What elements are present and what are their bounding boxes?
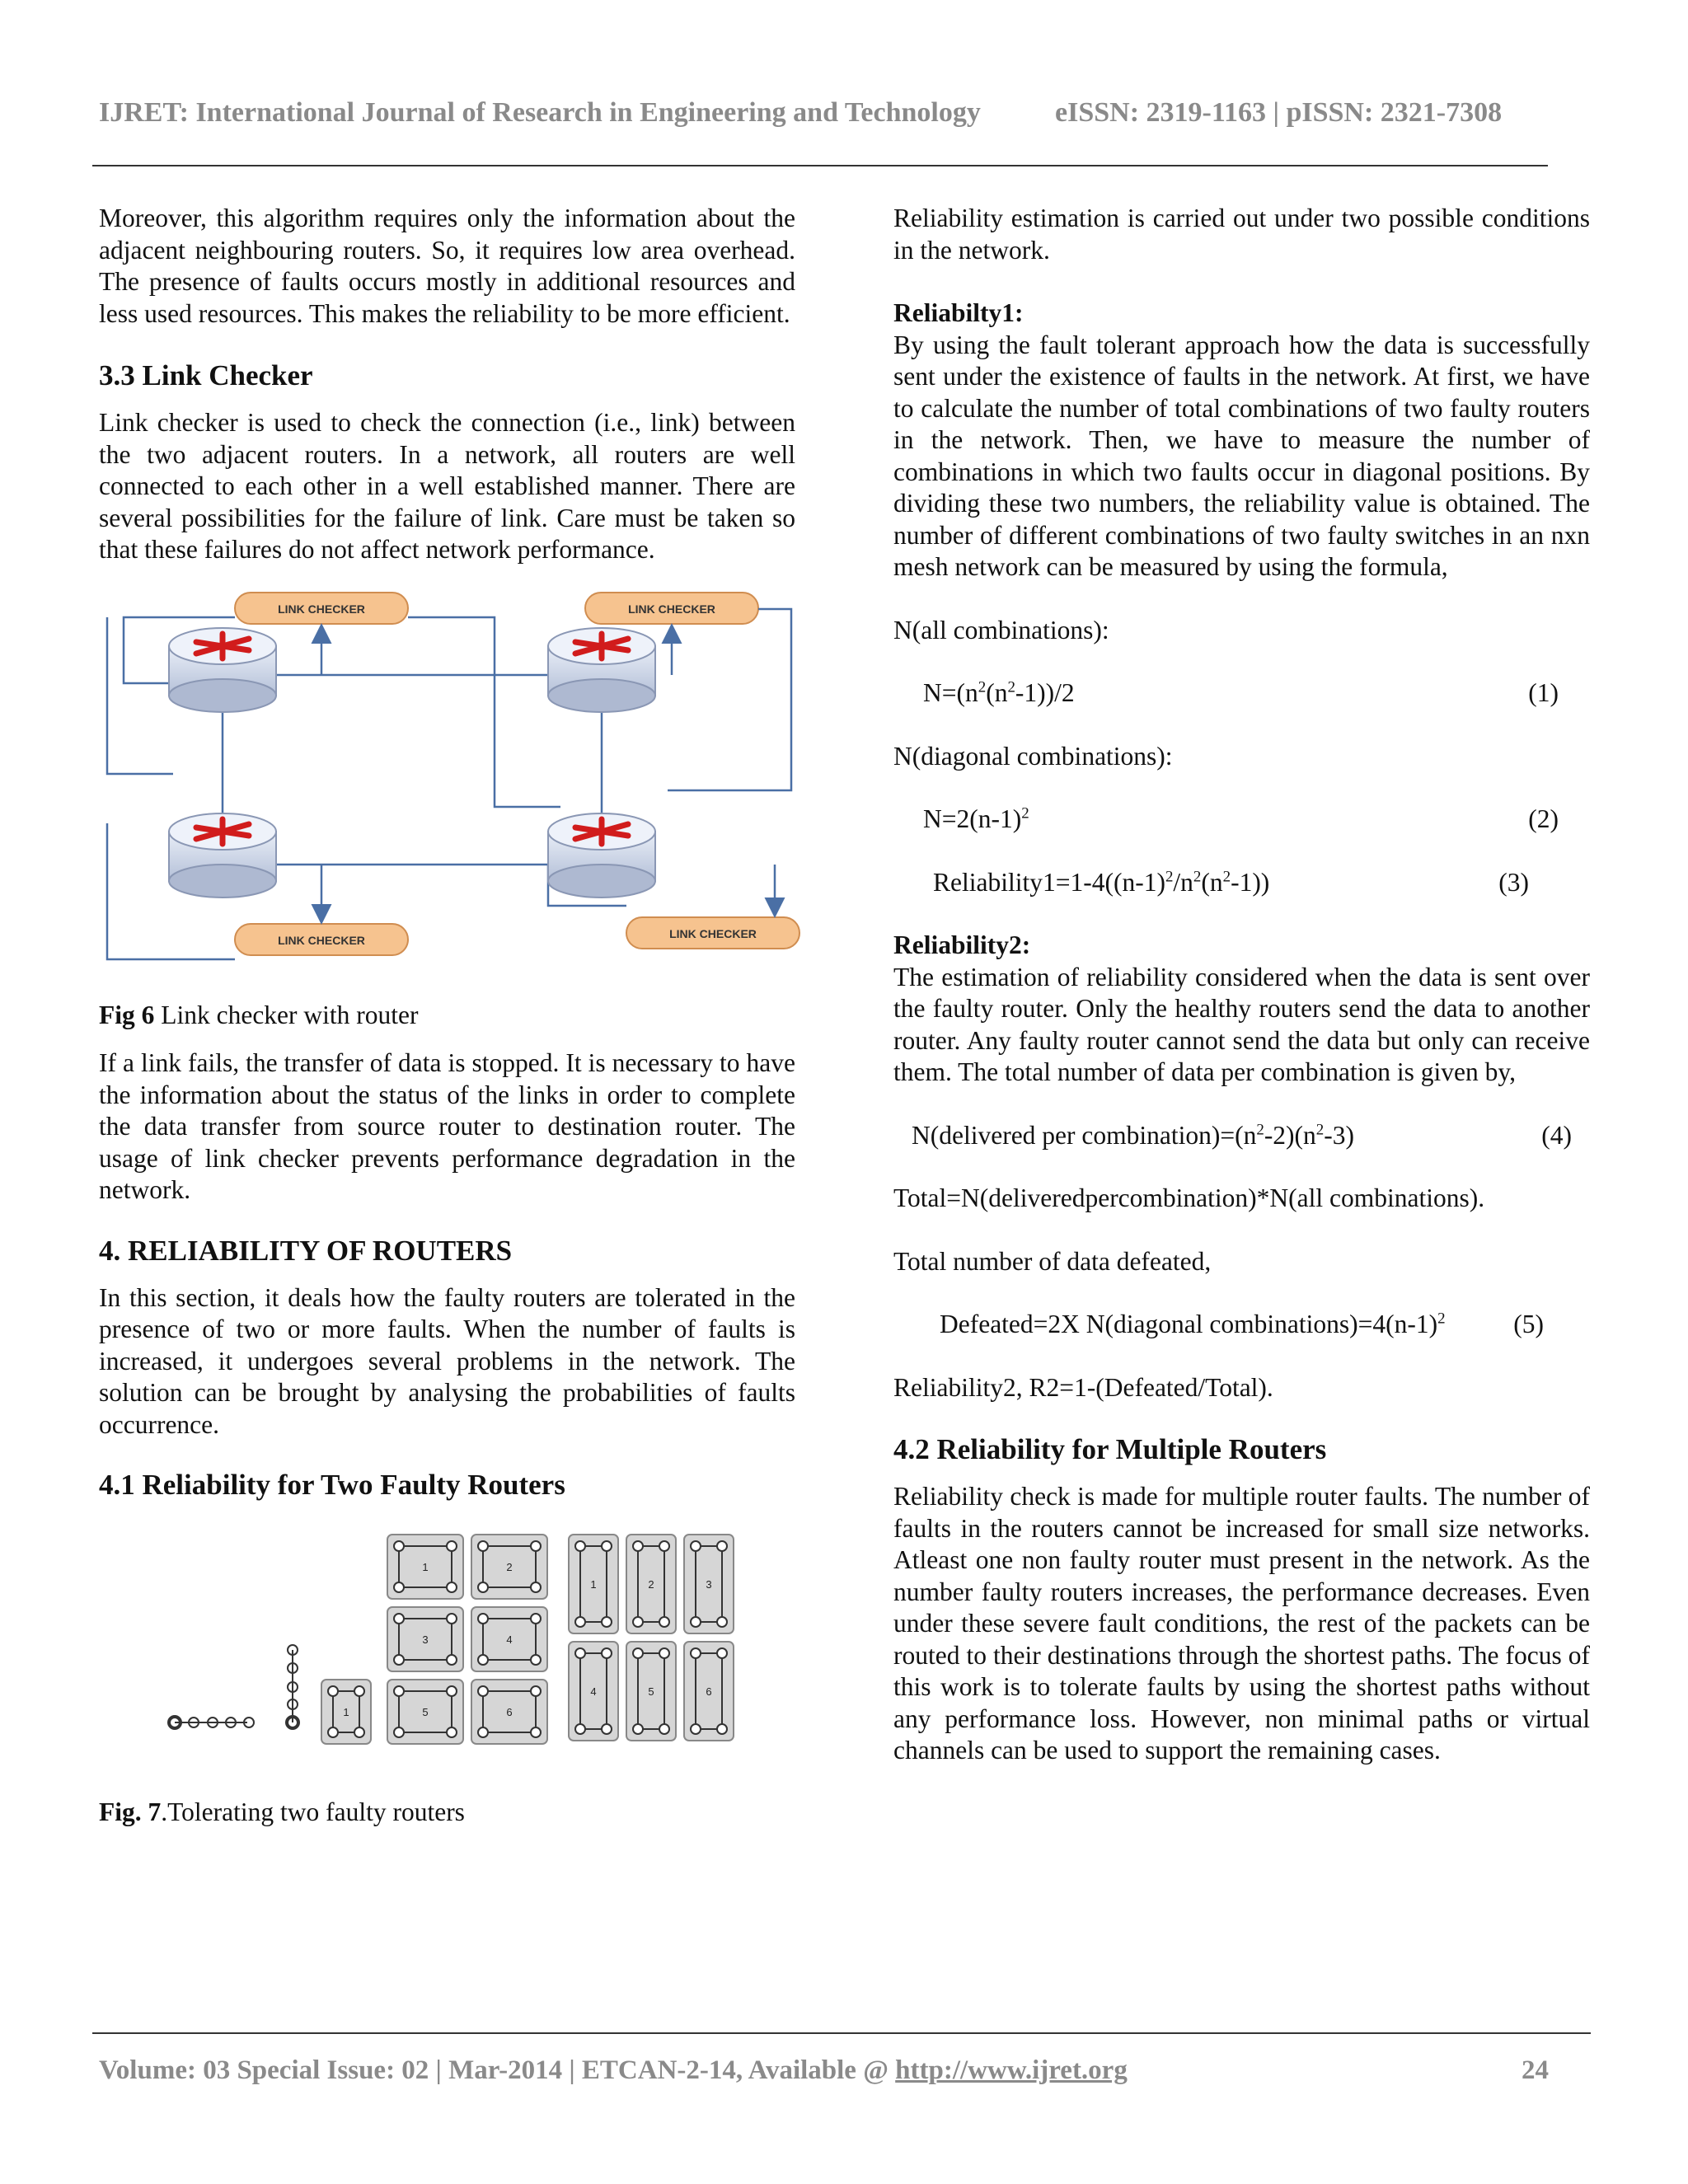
header-divider [92, 165, 1548, 166]
equation-2-number: (2) [1528, 804, 1559, 833]
paragraph-multiple-routers: Reliability check is made for multiple router faults. The number of faults in the routers cannot be increased for small size networks. Atleast one non faulty router must present in the network. As the number faulty routers increases, the performance decreases. Even under these severe fault conditions, the rest of the packets can be routed to their destinations through the shortest paths. The focus of this work is to tolerate faults by using the shortest paths without any performance loss. However, non minimal paths or virtual channels can be used to support the remaining cases. [893, 1482, 1590, 1765]
link-checker-box-top-right [585, 593, 758, 624]
fig7-tile [321, 1680, 371, 1744]
paragraph-reliability2: The estimation of reliability considered when the data is sent over the faulty router. Only the healthy routers send the data to another router. Any faulty router cannot send the data but only can receive them. The total number of data per combination is given by, [893, 962, 1590, 1086]
reliability2-line: Reliability2, R2=1-(Defeated/Total). [893, 1372, 1273, 1402]
equation-5-number: (5) [1513, 1310, 1544, 1338]
equation-4-number: (4) [1541, 1120, 1572, 1150]
fig6-caption-label: Fig 6 [99, 1000, 155, 1029]
equation-1: $N=(n^2(n^2-1))/2$ (1) [893, 677, 1590, 710]
fig6-link-checker-diagram [99, 584, 804, 963]
equation-3-number: (3) [1498, 867, 1529, 897]
fig7-tile-number: 6 [706, 1685, 712, 1698]
fig7-tile-number: 1 [343, 1706, 349, 1718]
fig6-caption [99, 1000, 795, 1032]
link-checker-label: LINK CHECKER [278, 602, 365, 616]
page-footer [99, 2055, 1550, 2086]
fig7-tile-number: 4 [506, 1633, 513, 1646]
paragraph-link-checker: Link checker is used to check the connection (i.e., link) between the two adjacent routers. In a network, all routers are well connected to each other in a well established manner. There are several possibilities for the failure of link. Care must be taken so that these failures do not affect network performance. [99, 408, 795, 564]
fig7-caption-text: .Tolerating two faulty routers [161, 1797, 465, 1826]
link-checker-box-bottom-left [235, 924, 408, 955]
journal-title: IJRET: International Journal of Research in Engineering and Technology [99, 97, 981, 128]
subheading-reliability1: Reliabilty1: [893, 298, 1024, 327]
footer-volume: Volume: 03 Special Issue: 02 | Mar-2014 | ETCAN-2-14, Available @ [99, 2055, 896, 2085]
left-column [99, 203, 795, 1829]
equation-1-number: (1) [1528, 678, 1559, 707]
label-all-combinations: N(all combinations): [893, 615, 1109, 644]
fig7-tile [569, 1535, 618, 1633]
fig7-tile [684, 1642, 734, 1741]
paragraph-estimation: Reliability estimation is carried out under two possible conditions in the network. [893, 204, 1590, 265]
page-number: 24 [1522, 2055, 1549, 2085]
fig7-tile [626, 1642, 676, 1741]
fig7-tile [387, 1535, 463, 1599]
section-heading-multiple-routers: 4.2 Reliability for Multiple Routers [893, 1433, 1327, 1465]
fig7-tile-number: 5 [422, 1706, 429, 1718]
fig7-tile [387, 1680, 463, 1744]
total-line: Total=N(deliveredpercombination)*N(all combinations). [893, 1183, 1485, 1212]
footer-url-link[interactable]: http://www.ijret.org [895, 2055, 1128, 2085]
fig7-tile [471, 1680, 547, 1744]
fig7-tile [471, 1607, 547, 1671]
fig7-tolerating-faults-diagram [99, 1526, 795, 1757]
equation-3: $Reliability1=1-4((n-1)^2/n^2(n^2-1))$ (3) [893, 867, 1590, 899]
equation-5: Defeated=2X N(diagonal $combinations)=4(n-1)^2$ (5) [893, 1309, 1590, 1341]
fig7-tile-number: 6 [506, 1706, 513, 1718]
fig7-tile [471, 1535, 547, 1599]
section-heading-link-checker: 3.3 Link Checker [99, 359, 313, 391]
fig7-caption [99, 1797, 795, 1829]
fig7-tile-number: 2 [506, 1561, 513, 1573]
fig6-caption-text: Link checker with router [154, 1000, 419, 1029]
link-checker-label: LINK CHECKER [669, 926, 757, 940]
router-bottom-right [548, 813, 655, 898]
fig7-tile-number: 2 [648, 1578, 654, 1591]
fig7-tile-number: 3 [422, 1633, 429, 1646]
fig7-chain-vertical [287, 1645, 298, 1728]
paragraph-reliability-intro: In this section, it deals how the faulty routers are tolerated in the presence of two or more faults. When the number of faults is increased, it undergoes several problems in the network. The solution can be brought by analysing the probabilities of faults occurrence. [99, 1282, 795, 1439]
fig7-tile [684, 1535, 734, 1633]
issn-label: eISSN: 2319-1163 | pISSN: 2321-7308 [1055, 97, 1503, 128]
paragraph-moreover: Moreover, this algorithm requires only the information about the adjacent neighbouring routers. So, it requires low area overhead. The presence of faults occurs mostly in additional resources and less used resources. This makes the reliability to be more efficient. [99, 204, 795, 328]
link-checker-label: LINK CHECKER [628, 602, 715, 616]
router-top-right [548, 628, 655, 712]
router-bottom-left [169, 813, 276, 898]
fig7-tile [569, 1642, 618, 1741]
fig7-tile-number: 1 [422, 1561, 429, 1573]
section-heading-reliability: 4. RELIABILITY OF ROUTERS [99, 1234, 513, 1267]
link-checker-box-top-left [235, 593, 408, 624]
fig7-tile-number: 3 [706, 1578, 712, 1591]
link-checker-box-bottom-right [626, 917, 799, 949]
paragraph-link-fails: If a link fails, the transfer of data is stopped. It is necessary to have the information about the status of the links in order to complete the data transfer from source router to destination router. The usage of link checker prevents performance degradation in the network. [99, 1048, 795, 1204]
router-top-left [169, 628, 276, 712]
equation-2: $N=2(n-1)^2$ (2) [893, 804, 1590, 836]
fig7-caption-label: Fig. 7 [99, 1797, 162, 1826]
section-heading-two-faulty: 4.1 Reliability for Two Faulty Routers [99, 1469, 565, 1501]
fig7-tile [626, 1535, 676, 1633]
footer-divider [92, 2032, 1591, 2034]
fig7-tile-number: 4 [590, 1685, 597, 1698]
fig7-tile-number: 5 [648, 1685, 654, 1698]
link-checker-label: LINK CHECKER [278, 933, 365, 947]
page-header [99, 97, 1550, 129]
paragraph-reliability1: By using the fault tolerant approach how the data is successfully sent under the existence of faults in the network. At first, we have to calculate the number of total combinations of two faulty routers in the network. Then, we have to measure the number of combinations in which two faults occur in diagonal positions. By dividing these two numbers, the reliability value is obtained. The number of different combinations of two faulty switches in an nxn mesh network can be measured by using the formula, [893, 330, 1590, 581]
fig7-tiles [321, 1535, 734, 1744]
fig7-chain-horizontal [169, 1717, 254, 1728]
fig7-tile [387, 1607, 463, 1671]
fig7-tile-number: 1 [590, 1578, 597, 1591]
label-diagonal-combinations: N(diagonal combinations): [893, 741, 1173, 771]
equation-4: N(delivered per $combination)=(n^2-2)(n^2-3)$ (4) [893, 1120, 1590, 1152]
subheading-reliability2: Reliability2: [893, 930, 1031, 959]
defeated-label: Total number of data defeated, [893, 1246, 1212, 1276]
right-column [893, 203, 1590, 1767]
